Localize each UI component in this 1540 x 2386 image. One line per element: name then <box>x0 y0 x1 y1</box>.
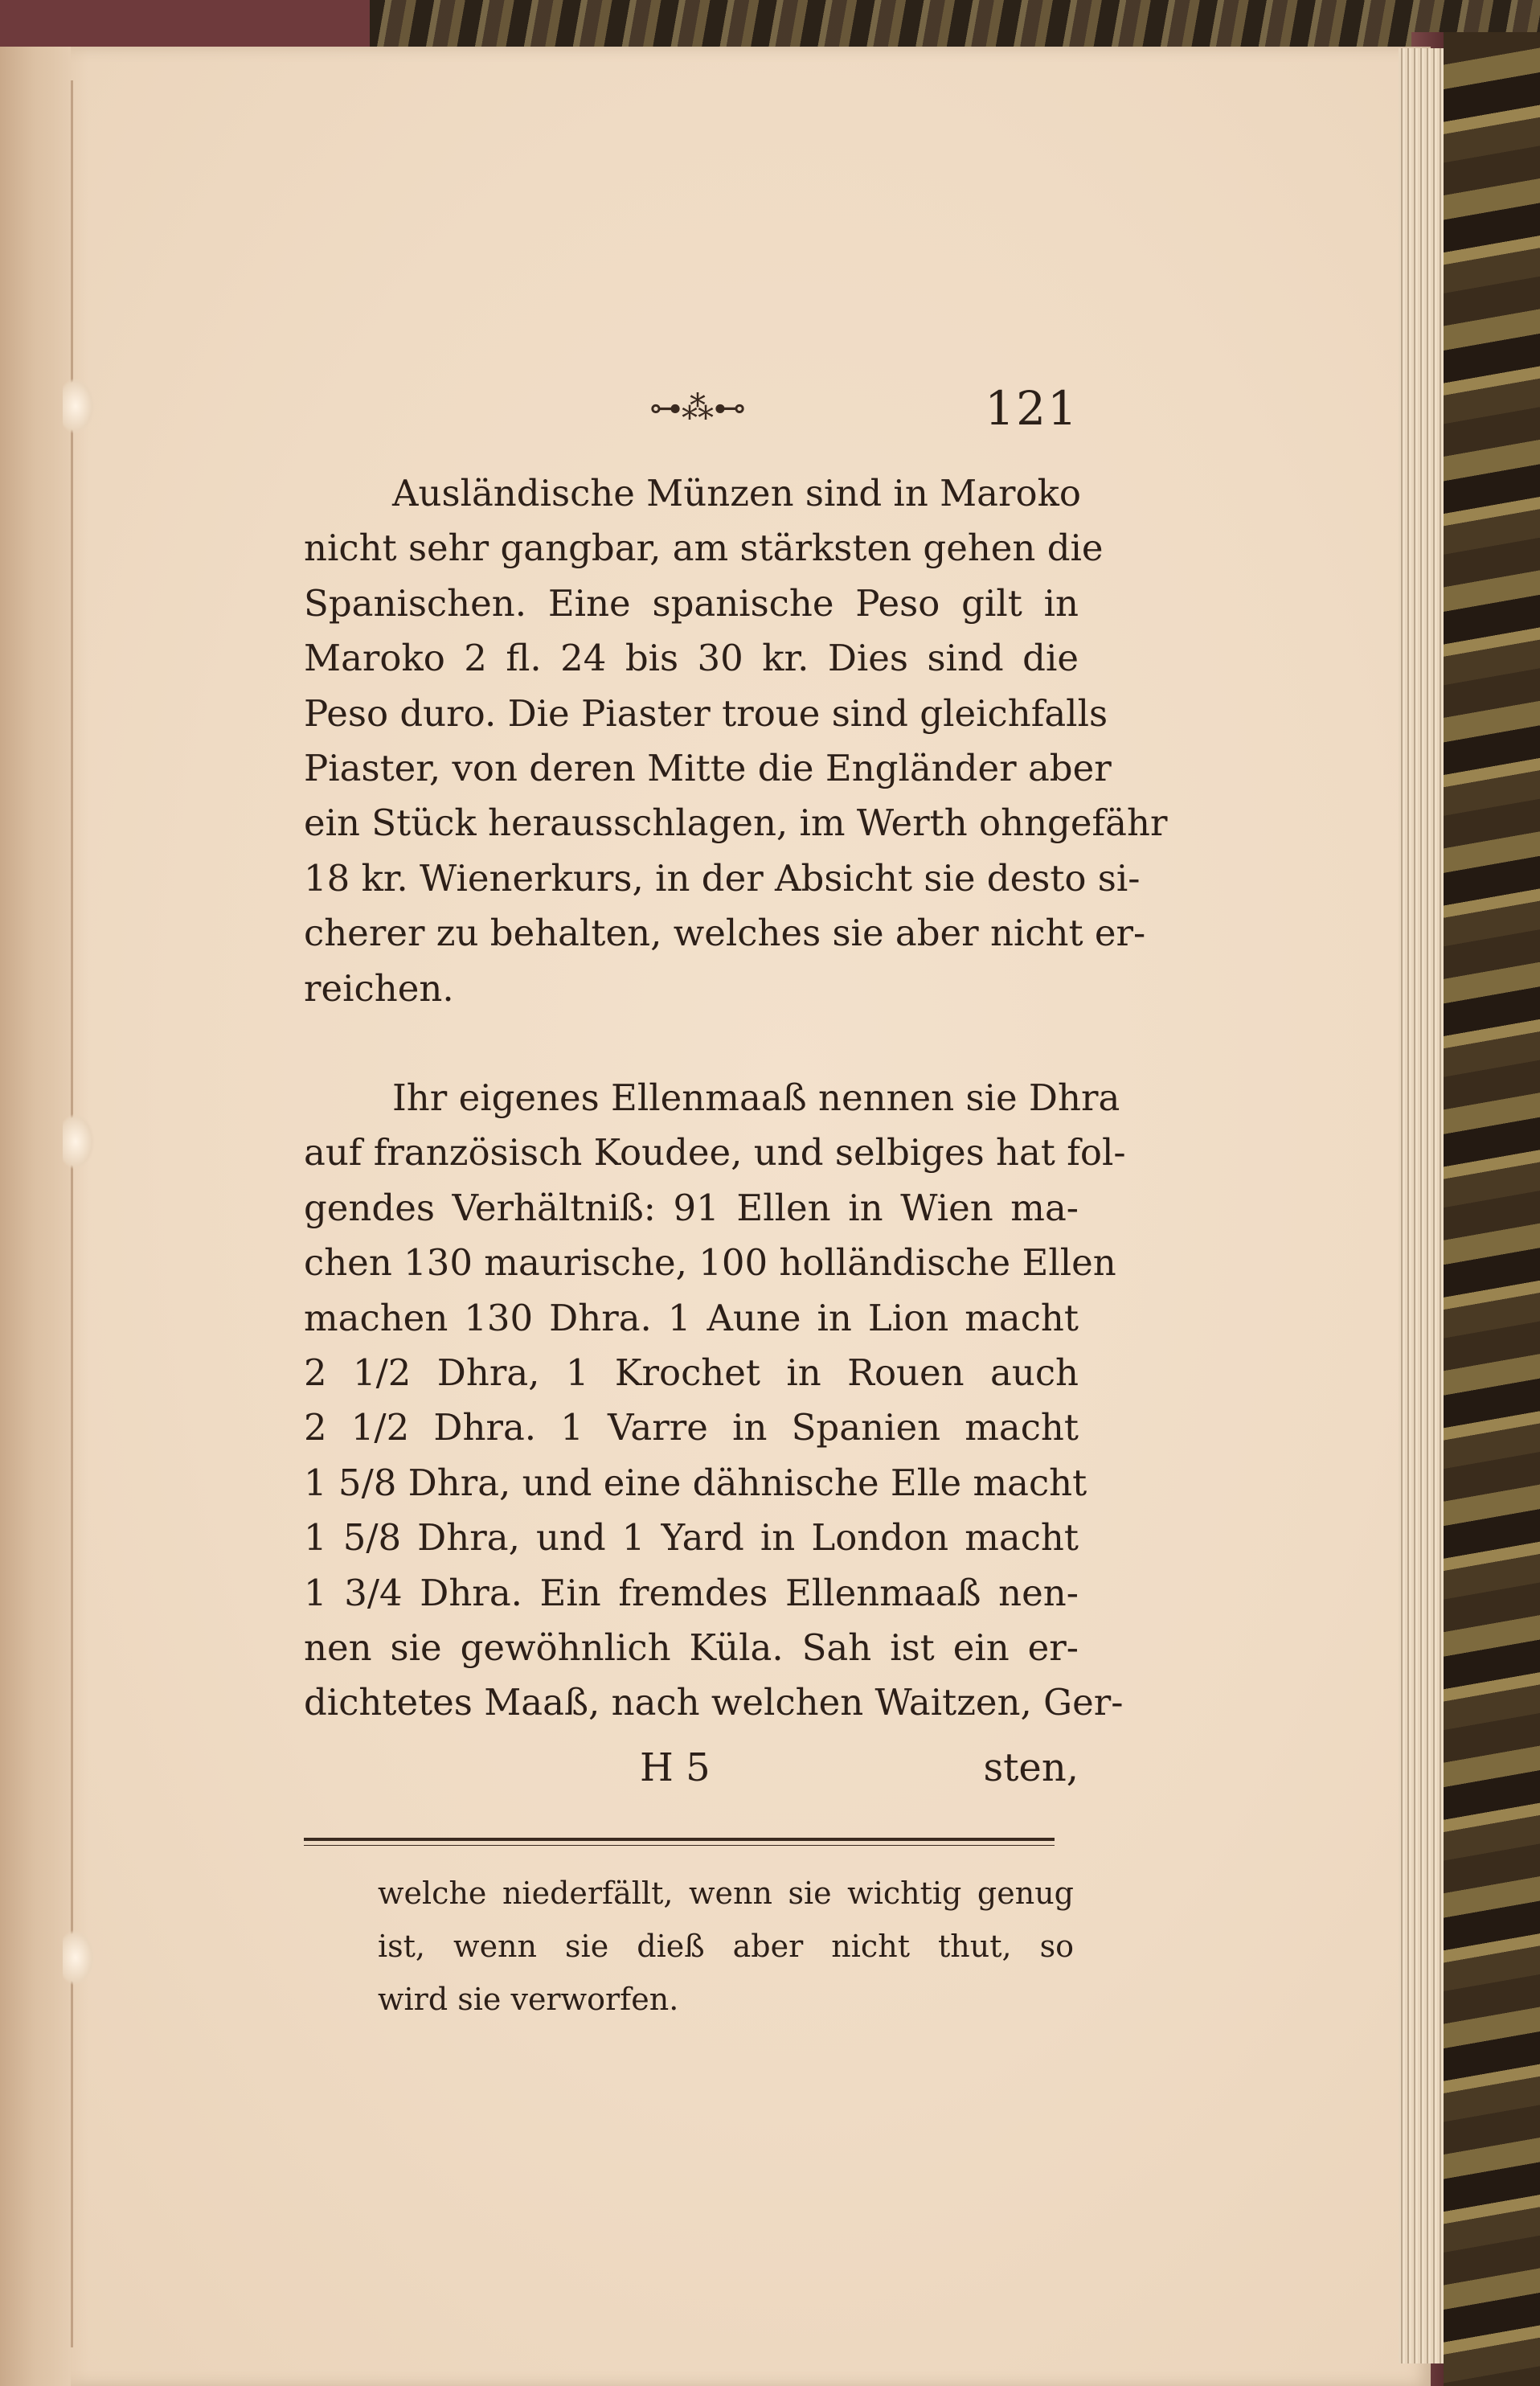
text-line: 2 1/2 Dhra. 1 Varre in Spanien macht <box>304 1406 1079 1449</box>
text-line: 1 5/8 Dhra, und 1 Yard in London macht <box>304 1516 1079 1560</box>
text-line: 1 3/4 Dhra. Ein fremdes Ellenmaaß nen- <box>304 1571 1079 1614</box>
text-line: machen 130 Dhra. 1 Aune in Lion macht <box>304 1296 1079 1339</box>
text-line: 18 kr. Wienerkurs, in der Absicht sie desto si- <box>304 856 1141 900</box>
text-line: nen sie gewöhnlich Küla. Sah ist ein er- <box>304 1626 1079 1669</box>
footnote-line: ist, wenn sie dieß aber nicht thut, so <box>378 1929 1074 1964</box>
text-line: dichtetes Maaß, nach welchen Waitzen, Ger- <box>304 1681 1124 1724</box>
text-line: Spanischen. Eine spanische Peso gilt in <box>304 581 1079 625</box>
footnote <box>378 1867 1074 2026</box>
text-line: auf französisch Koudee, und selbiges hat fol- <box>304 1131 1126 1175</box>
paragraph-coins <box>304 466 1168 1016</box>
footnote-rule <box>304 1838 1055 1846</box>
text-line: Ausländische Münzen sind in Maroko <box>392 472 1081 515</box>
footnote-line: welche niederfällt, wenn sie wichtig genug <box>378 1876 1074 1911</box>
text-line: 1 5/8 Dhra, und eine dähnische Elle macht <box>304 1461 1087 1504</box>
text-line: chen 130 maurische, 100 holländische Ellen <box>304 1241 1116 1285</box>
page-edges <box>1399 48 1444 2363</box>
text-line: Maroko 2 fl. 24 bis 30 kr. Dies sind die <box>304 637 1079 680</box>
binding-stitch <box>63 1929 95 1986</box>
text-line: nicht sehr gangbar, am stärksten gehen die <box>304 527 1104 570</box>
text-line: cherer zu behalten, welches sie aber nicht er- <box>304 912 1146 955</box>
marbled-cover-board <box>1444 32 1540 2386</box>
page-number: 121 <box>985 381 1079 436</box>
binding-stitch <box>63 378 95 434</box>
catchword: sten, <box>983 1745 1079 1790</box>
text-line: Piaster, von deren Mitte die Engländer aber <box>304 746 1112 789</box>
text-line: Ihr eigenes Ellenmaaß nennen sie Dhra <box>392 1076 1120 1119</box>
page-footer <box>304 1740 1079 1796</box>
page-header <box>304 381 1079 441</box>
footnote-line: wird sie verworfen. <box>378 1982 679 2017</box>
signature-mark: H 5 <box>640 1745 711 1790</box>
text-line: reichen. <box>304 966 454 1010</box>
text-line: ein Stück herausschlagen, im Werth ohngefähr <box>304 801 1168 845</box>
header-ornament: ⊶⁂⊷ <box>649 390 746 427</box>
text-line: Peso duro. Die Piaster troue sind gleichfalls <box>304 691 1108 735</box>
binding-stitch <box>63 1113 95 1170</box>
paragraph-measures <box>304 1071 1126 1731</box>
text-line: gendes Verhältniß: 91 Ellen in Wien ma- <box>304 1186 1079 1229</box>
text-line: 2 1/2 Dhra, 1 Krochet in Rouen auch <box>304 1351 1079 1394</box>
